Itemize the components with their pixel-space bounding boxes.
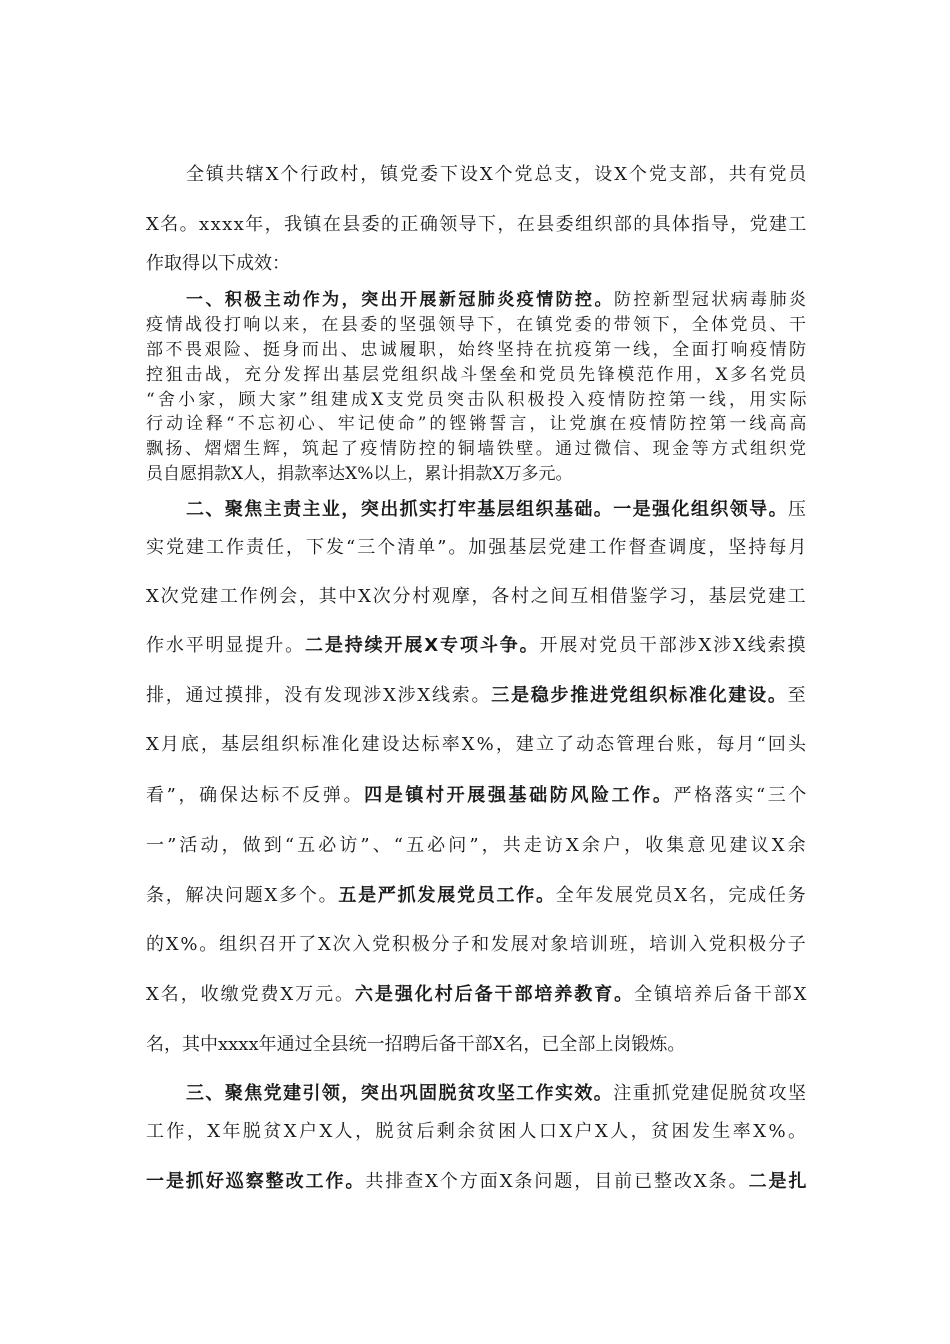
section-1-line: 控狙击战，充分发挥出基层党组织战斗堡垒和党员先锋模范作用，X多名党员: [146, 365, 809, 385]
intro-line: 全镇共辖X个行政村，镇党委下设X个党总支，设X个党支部，共有党员: [186, 164, 809, 185]
section-2-text: 压: [788, 499, 808, 520]
section-1-line: 员自愿捐款X人，捐款率达X%以上，累计捐款X万多元。: [146, 464, 573, 484]
section-3-line: [146, 1165, 808, 1199]
section-1-line: 疫情战役打响以来，在县委的坚强领导下，在镇党委的带领下，全体党员、干: [146, 315, 809, 335]
section-3-heading: 三、聚焦党建引领，突出巩固脱贫攻坚工作实效。: [186, 1083, 614, 1104]
section-2-text: 看”，确保达标不反弹。: [146, 785, 365, 806]
section-3-text: 注重抓党建促脱贫攻坚: [613, 1083, 808, 1104]
section-2-line: [146, 629, 807, 663]
subpoint-title: 三是稳步推进党组织标准化建设。: [491, 685, 788, 706]
section-2-text: 严格落实“三个: [673, 785, 810, 806]
section-2-line: 名，其中xxxx年通过全县统一招聘后备干部X名，已全部上岗锻炼。: [146, 1034, 686, 1055]
subpoint-title: 二是持续开展X专项斗争。: [305, 635, 540, 656]
section-1-line: “舍小家，顾大家”组建成X支党员突击队积极投入疫情防控第一线，用实际: [146, 390, 810, 410]
section-2-line: [146, 779, 809, 813]
subpoint-title: 一是抓好巡察整改工作。: [146, 1171, 366, 1192]
section-2-line: [146, 879, 807, 913]
section-2-heading: 二、聚焦主责主业，突出抓实打牢基层组织基础。: [186, 499, 614, 520]
section-2-line: 实党建工作责任，下发“三个清单”。加强基层党建工作督查调度，坚持每月: [146, 537, 809, 558]
section-2-line: X次党建工作例会，其中X次分村观摩，各村之间互相借鉴学习，基层党建工: [146, 586, 808, 607]
subpoint-title: 五是严抓发展党员工作。: [338, 885, 556, 906]
section-1-line: 飘扬、熠熠生辉，筑起了疫情防控的铜墙铁壁。通过微信、现金等方式组织党: [146, 439, 809, 459]
subpoint-title: 一是强化组织领导。: [613, 499, 788, 520]
section-2-line: 一”活动，做到“五必访”、“五必问”，共走访X余户，收集意见建议X余: [146, 835, 809, 856]
subpoint-title: 四是镇村开展强基础防风险工作。: [364, 785, 674, 806]
subpoint-title: 二是扎: [748, 1171, 809, 1192]
section-2-text: 全镇培养后备干部X: [634, 984, 809, 1005]
section-3-first-line: [186, 1077, 807, 1111]
section-2-text: 条，解决问题X多个。: [146, 885, 339, 906]
section-1-text: 防控新型冠状病毒肺炎: [613, 290, 809, 310]
intro-line: 作取得以下成效：: [146, 253, 290, 274]
section-1-line: 部不畏艰险、挺身而出、忠诚履职，始终坚持在抗疫第一线，全面打响疫情防: [146, 340, 809, 360]
section-2-text: 全年发展党员X名，完成任务: [555, 885, 808, 906]
section-2-first-line: [186, 493, 807, 527]
section-2-line: [146, 679, 807, 713]
section-2-text: X名，收缴党费X万元。: [146, 984, 355, 1005]
section-2-text: 开展对党员干部涉X涉X线索摸: [539, 635, 808, 656]
intro-line: X名。xxxx年，我镇在县委的正确领导下，在县委组织部的具体指导，党建工: [146, 214, 808, 235]
section-3-line: 工作，X年脱贫X户X人，脱贫后剩余贫困人口X户X人，贫困发生率X%。: [146, 1121, 809, 1142]
section-2-line: 的X%。组织召开了X次入党积极分子和发展对象培训班，培训入党积极分子: [146, 934, 808, 955]
section-2-text: 排，通过摸排，没有发现涉X涉X线索。: [146, 685, 492, 706]
section-3-text: 共排查X个方面X条问题，目前已整改X条。: [365, 1171, 749, 1192]
section-2-text: 至: [787, 685, 808, 706]
section-1-line: 行动诠释“不忘初心、牢记使命”的铿锵誓言，让党旗在疫情防控第一线高高: [146, 414, 810, 434]
section-1-heading: 一、积极主动作为，突出开展新冠肺炎疫情防控。: [186, 290, 614, 310]
section-2-line: X月底，基层组织标准化建设达标率X%，建立了动态管理台账，每月“回头: [146, 734, 809, 755]
section-2-line: [146, 978, 808, 1012]
section-2-text: 作水平明显提升。: [146, 635, 306, 656]
subpoint-title: 六是强化村后备干部培养教育。: [354, 984, 635, 1005]
